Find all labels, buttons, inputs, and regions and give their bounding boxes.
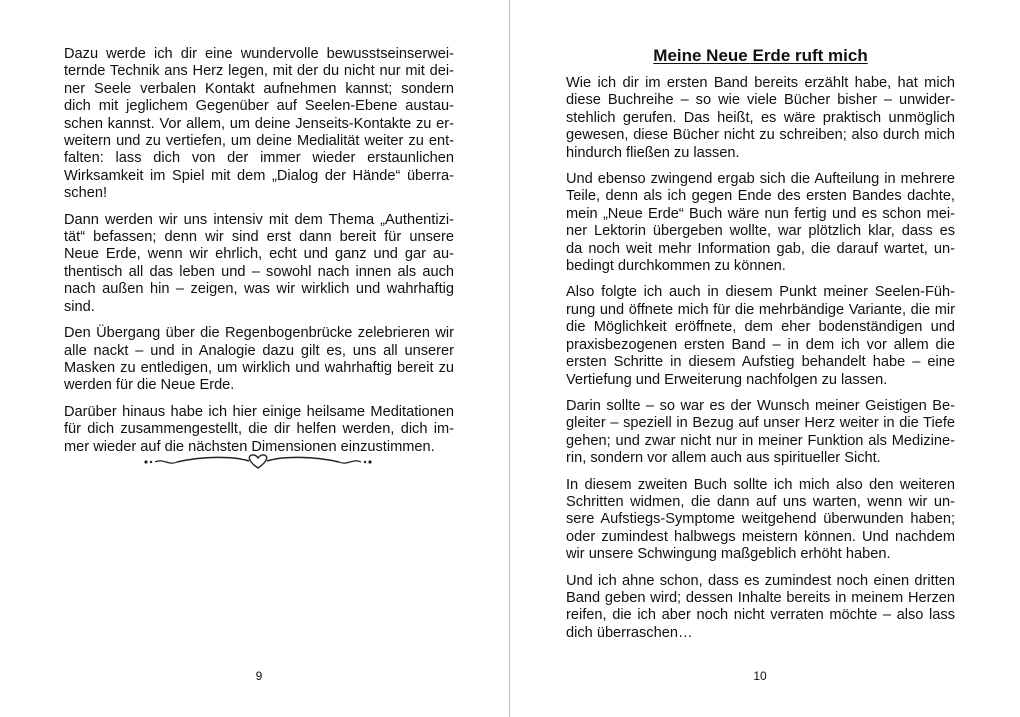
text-line: Und ebenso zwingend ergab sich die Aufteilung in mehrere [566,171,955,188]
paragraph [566,171,955,275]
text-line: weitern und zu vertiefen, um deine Medialität weiter zu ent- [64,133,454,150]
page-number-right: 10 [753,669,767,683]
text-line: Dann werden wir uns intensiv mit dem Thema „Authentizi- [64,211,454,228]
text-line: Den Übergang über die Regenbogenbrücke zelebrieren wir [64,325,454,342]
paragraph [566,284,955,388]
text-line: Schritten widmen, die dann auf uns warten, wenn wir un- [566,493,955,510]
text-line: Darin sollte – so war es der Wunsch meiner Geistigen Be- [566,397,955,414]
text-line: gehen; und zwar nicht nur in meiner Funktion als Medizine- [566,432,955,449]
text-line: Masken zu entledigen, um wirklich und wahrhaftig bereit zu [64,359,454,376]
text-line: sind. [64,298,95,315]
text-line: Wirksamkeit im Spiel mit dem „Dialog der Hände“ überra- [64,167,454,184]
text-line: schen kannst. Vor allem, um deine Jenseits-Kontakte zu er- [64,115,454,132]
text-line: dich überraschen… [566,624,693,641]
paragraph [64,404,454,456]
text-line: Vertiefung und Erweiterung nachfolgen zu lassen. [566,371,888,388]
text-line: rung und öffnete mich für die mehrbändige Variante, die mir [566,301,955,318]
text-line: da noch weit mehr Information gab, die darauf wartet, un- [566,240,955,257]
text-line: Neue Erde, wenn wir ehrlich, echt und ganz und gar au- [64,246,454,263]
paragraph [566,573,955,643]
left-page-text [64,46,454,465]
text-line: oder zumindest halbwegs meistern können. Und nachdem [566,528,955,545]
text-line: die Möglichkeit eröffnete, dem eher bodenständigen und [566,319,955,336]
right-page-paragraphs [566,75,955,642]
text-line: tät“ befassen; denn wir sind erst dann bereit für unsere [64,229,454,246]
text-line: Und ich ahne schon, dass es zumindest noch einen dritten [566,572,955,589]
text-line: Dazu werde ich dir eine wundervolle bewusstseinserwei- [64,46,454,62]
paragraph [64,212,454,316]
text-line: Teile, denn als ich gegen Ende des ersten Bandes dachte, [566,188,955,205]
page-number-left: 9 [255,669,263,683]
paragraph [64,325,454,395]
text-line: falten: lass dich von der immer wieder erstaunlichen [64,150,454,167]
right-page-text [566,46,955,651]
text-line: hindurch fließen zu lassen. [566,144,740,161]
text-line: praxisbezogenen ersten Band – in dem ich vor allem die [566,336,955,353]
text-line: ner Seele verbalen Kontakt aufnehmen kannst; sondern [64,80,454,97]
text-line: stehlich gerufen. Das heißt, es wäre praktisch unmöglich [566,109,955,126]
paragraph [566,477,955,564]
text-line: gleiter – speziell in Bezug auf unser Herz weiter in die Tiefe [566,415,955,432]
paragraph [64,46,454,203]
left-page [0,0,509,717]
text-line: gewesen, diese Bücher nicht zu schreiben; also durch mich [566,127,955,144]
paragraph [566,75,955,162]
text-line: sere Aufstiegs-Symptome weitgehend überwunden haben; [566,511,955,528]
text-line: werden für die Neue Erde. [64,377,235,394]
text-line: mein „Neue Erde“ Buch wäre nun fertig und es schon mei- [566,205,955,222]
text-line: mer wieder auf die nächsten Dimensionen einzustimmen. [64,438,435,455]
text-line: ersten Schritte in diesem Aufstieg behandelt habe – eine [566,354,955,371]
text-line: reifen, die ich aber noch nicht verraten möchte – also lass [566,607,955,624]
right-page [510,0,1020,717]
text-line: Also folgte ich auch in diesem Punkt meiner Seelen-Füh- [566,284,955,301]
text-line: für dich zusammengestellt, die dir helfen werden, dich im- [64,421,454,438]
text-line: ternde Technik ans Herz legen, mit der du nicht nur mit dei- [64,63,454,80]
text-line: In diesem zweiten Buch sollte ich mich also den weiteren [566,476,955,493]
text-line: bedingt durchkommen zu können. [566,258,786,275]
text-line: rin, sondern vor allem auch aus spiritueller Sicht. [566,450,881,467]
text-line: alle nackt – und in Analogie dazu gilt es, uns all unserer [64,342,454,359]
text-line: nach außen hin – zeigen, was wir wirklich und wahrhaftig [64,281,454,298]
text-line: ner Lektorin übergeben wollte, war plötzlich klar, dass es [566,223,955,240]
text-line: schen! [64,185,107,202]
text-line: thentisch all das leben und – sowohl nach innen als auch [64,263,454,280]
text-line: Wie ich dir im ersten Band bereits erzählt habe, hat mich [566,75,955,91]
text-line: Darüber hinaus habe ich hier einige heilsame Meditationen [64,403,454,420]
text-line: diese Buchreihe – so wie viele Bücher bisher – unwider- [566,92,955,109]
text-line: dich mit jeglichem Gegenüber auf Seelen-Ebene austau- [64,98,454,115]
chapter-title: Meine Neue Erde ruft mich [653,46,868,65]
heart-divider-icon [143,452,373,472]
text-line: wir unsere Schwingung maßgeblich erhöht haben. [566,546,891,563]
paragraph [566,398,955,468]
text-line: Band geben wird; dessen Inhalte bereits in meinem Herzen [566,589,955,606]
